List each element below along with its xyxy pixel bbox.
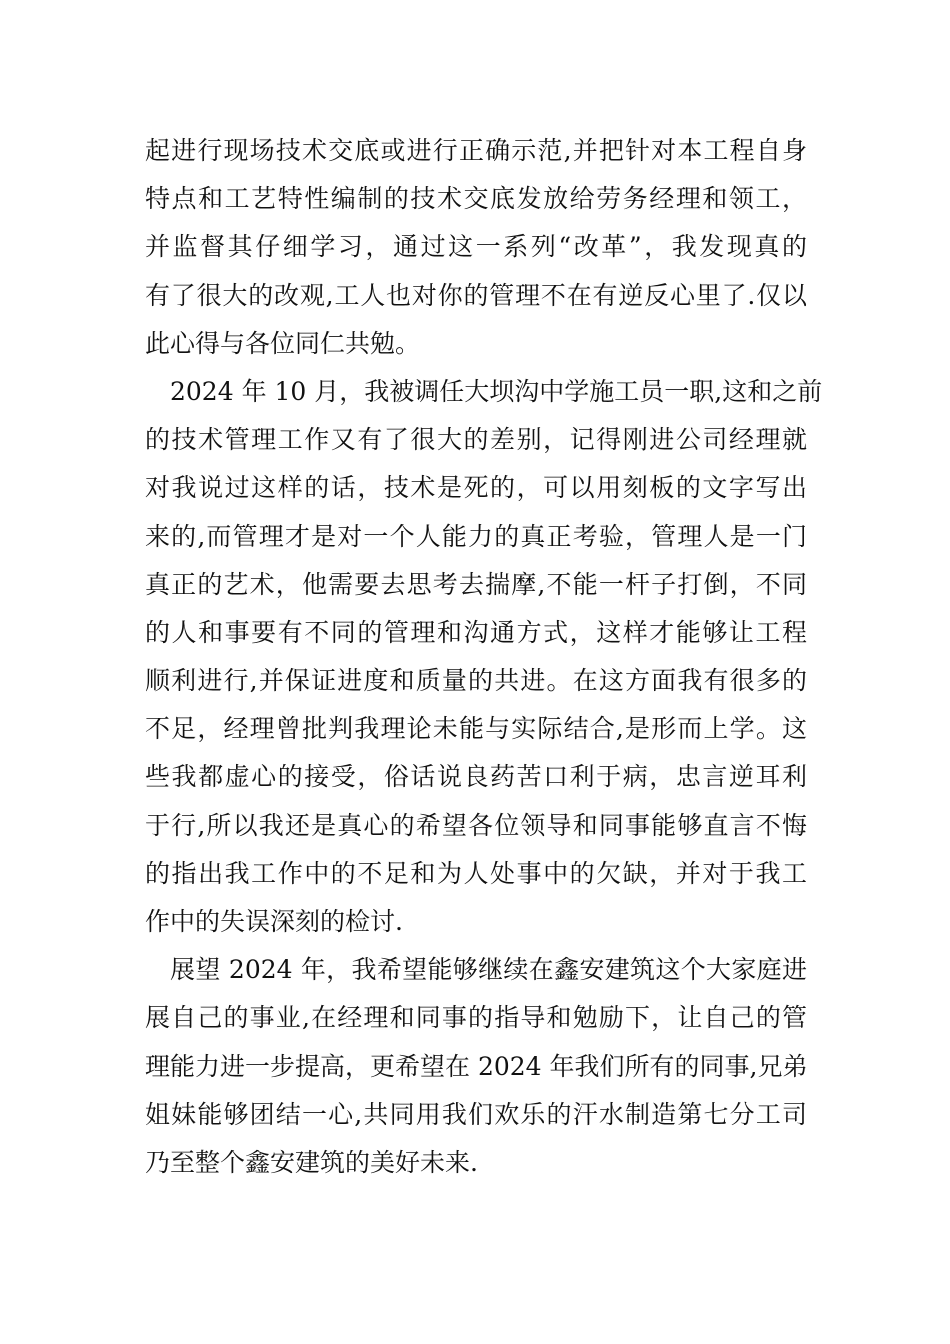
text-line: 些我都虚心的接受，俗话说良药苦口利于病，忠言逆耳利 (145, 762, 807, 792)
text-line: 起进行现场技术交底或进行正确示范,并把针对本工程自身 (145, 136, 807, 165)
text-line: 于行,所以我还是真心的希望各位领导和同事能够直言不悔 (145, 810, 807, 840)
text-line: 来的,而管理才是对一个人能力的真正考验，管理人是一门 (145, 521, 807, 551)
text-line: 对我说过这样的话，技术是死的，可以用刻板的文字写出 (145, 473, 807, 503)
text-line: 展自己的事业,在经理和同事的指导和勉励下，让自己的管 (145, 1003, 807, 1033)
text-line: 展望 2024 年，我希望能够继续在鑫安建筑这个大家庭进 (170, 955, 807, 985)
paragraph-3 (145, 946, 807, 1187)
text-line: 不足，经理曾批判我理论未能与实际结合,是形而上学。这 (145, 714, 807, 744)
paragraph-1 (145, 127, 807, 368)
text-line: 顺利进行,并保证进度和质量的共进。在这方面我有很多的 (145, 666, 807, 696)
text-line: 的指出我工作中的不足和为人处事中的欠缺，并对于我工 (145, 858, 807, 888)
text-line: 真正的艺术，他需要去思考去揣摩,不能一杆子打倒，不同 (145, 569, 807, 599)
text-line: 特点和工艺特性编制的技术交底发放给劳务经理和领工， (145, 184, 807, 214)
text-line: 理能力进一步提高，更希望在 2024 年我们所有的同事,兄弟 (145, 1051, 808, 1081)
text-line: 的人和事要有不同的管理和沟通方式，这样才能够让工程 (145, 617, 807, 647)
text-line: 有了很大的改观,工人也对你的管理不在有逆反心里了.仅以 (145, 280, 807, 310)
text-line: 2024 年 10 月，我被调任大坝沟中学施工员一职,这和之前 (170, 376, 823, 406)
text-line: 并监督其仔细学习，通过这一系列“改革”，我发现真的 (145, 232, 807, 262)
text-line: 姐妹能够团结一心,共同用我们欢乐的汗水制造第七分工司 (145, 1099, 807, 1129)
text-line: 乃至整个鑫安建筑的美好未来. (145, 1147, 478, 1177)
text-line: 作中的失误深刻的检讨. (145, 907, 403, 936)
text-line: 的技术管理工作又有了很大的差别，记得刚进公司经理就 (145, 425, 807, 455)
paragraph-2 (145, 368, 823, 946)
document-body (145, 127, 823, 1187)
text-line: 此心得与各位同仁共勉。 (145, 328, 421, 358)
